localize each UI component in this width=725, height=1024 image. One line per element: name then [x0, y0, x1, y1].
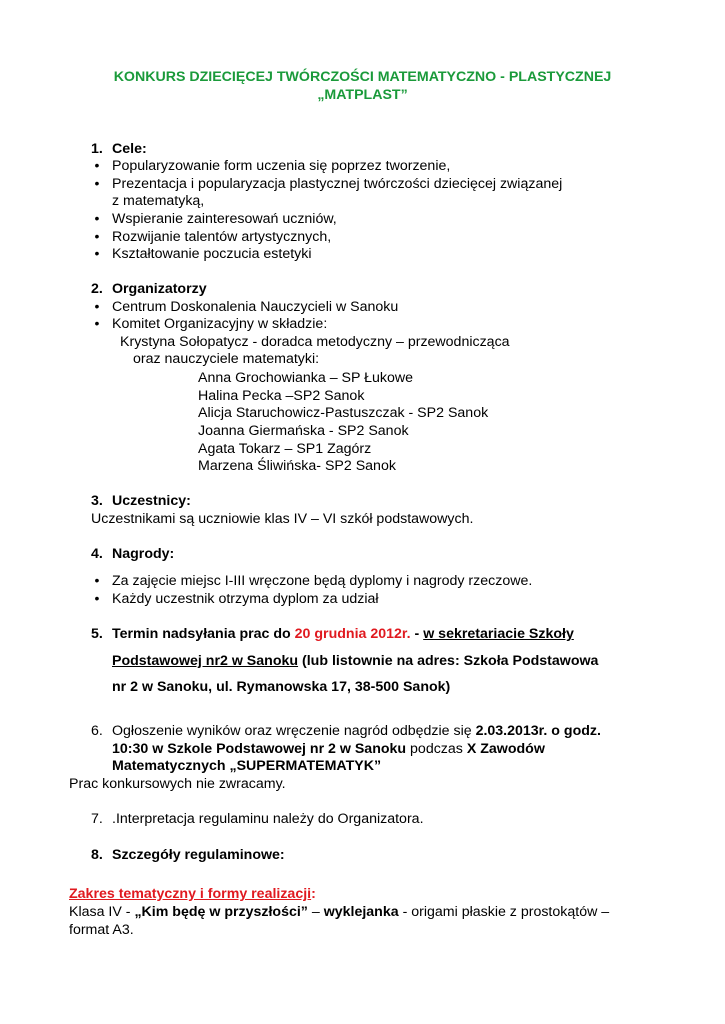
results-time-place: 10:30 w Szkole Podstawowej nr 2 w Sanoku [112, 741, 407, 757]
scope-colon: : [311, 886, 316, 902]
organizer-item: Komitet Organizacyjny w składzie: [112, 316, 328, 332]
deadline-school: Podstawowej nr2 w Sanoku [112, 653, 299, 669]
results-event-name: Matematycznych „SUPERMATEMATYK” [112, 758, 382, 774]
section-3-heading: Uczestnicy: [112, 493, 191, 509]
section-4-heading: Nagrody: [112, 546, 175, 562]
deadline-dash: - [410, 626, 424, 642]
scope-description: - origami płaskie z prostokątów – [398, 904, 610, 920]
teacher-entry: Agata Tokarz – SP1 Zagórz [198, 441, 372, 457]
scope-technique: wyklejanka [323, 904, 399, 920]
results-line-1 [112, 722, 601, 740]
bullet-icon: • [94, 590, 100, 606]
results-text: Ogłoszenie wyników oraz wręczenie nagród odbędzie się [112, 723, 476, 739]
prize-item: Każdy uczestnik otrzyma dyplom za udział [112, 591, 379, 607]
bullet-icon: • [94, 315, 100, 331]
section-2-heading: Organizatorzy [112, 281, 207, 297]
section-1-number: 1. [91, 141, 103, 157]
goal-item-continuation: z matematyką, [112, 193, 205, 209]
deadline-line-2 [112, 652, 598, 670]
deadline-label: Termin nadsyłania prac do [112, 626, 295, 642]
participants-text: Uczestnikami są uczniowie klas IV – VI szkół podstawowych. [91, 511, 474, 527]
section-1-heading: Cele: [112, 141, 147, 157]
bullet-icon: • [94, 245, 100, 261]
bullet-icon: • [94, 298, 100, 314]
bullet-icon: • [94, 228, 100, 244]
scope-line-1 [69, 903, 609, 921]
teacher-entry: Joanna Giermańska - SP2 Sanok [198, 423, 409, 439]
scope-class: Klasa IV - [69, 904, 135, 920]
bullet-icon: • [94, 572, 100, 588]
results-during: podczas [406, 741, 467, 757]
teacher-entry: Alicja Staruchowicz-Pastuszczak - SP2 Sanok [198, 405, 489, 421]
section-6-number: 6. [91, 723, 103, 739]
interpretation-text: .Interpretacja regulaminu należy do Organizatora. [112, 811, 424, 827]
bullet-icon: • [94, 157, 100, 173]
deadline-place: w sekretariacie Szkoły [423, 626, 574, 642]
results-line-2 [112, 740, 545, 758]
deadline-date: 20 grudnia 2012r. [294, 626, 411, 642]
goal-item: Rozwijanie talentów artystycznych, [112, 229, 332, 245]
scope-format: format A3. [69, 922, 134, 938]
committee-chair: Krystyna Sołopatycz - doradca metodyczny – przewodnicząca [120, 334, 510, 350]
title-line-1: KONKURS DZIECIĘCEJ TWÓRCZOŚCI MATEMATYCZNO - PLASTYCZNEJ [113, 69, 612, 85]
section-4-number: 4. [91, 546, 103, 562]
teacher-entry: Marzena Śliwińska- SP2 Sanok [198, 458, 396, 474]
section-5-number: 5. [91, 626, 103, 642]
deadline-address: nr 2 w Sanoku, ul. Rymanowska 17, 38-500 Sanok) [112, 679, 451, 695]
scope-heading: Zakres tematyczny i formy realizacji [69, 886, 312, 902]
section-3-number: 3. [91, 493, 103, 509]
prize-item: Za zajęcie miejsc I-III wręczone będą dyplomy i nagrody rzeczowe. [112, 573, 533, 589]
section-8-number: 8. [91, 847, 103, 863]
goal-item: Wspieranie zainteresowań uczniów, [112, 211, 337, 227]
scope-theme: „Kim będę w przyszłości” [134, 904, 308, 920]
scope-heading-line [69, 885, 316, 903]
teacher-entry: Anna Grochowianka – SP Łukowe [198, 370, 414, 386]
organizer-item: Centrum Doskonalenia Nauczycieli w Sanoku [112, 299, 399, 315]
results-date: 2.03.2013r. o godz. [475, 723, 601, 739]
teachers-intro: oraz nauczyciele matematyki: [133, 351, 320, 367]
results-event: X Zawodów [466, 741, 545, 757]
no-return-note: Prac konkursowych nie zwracamy. [69, 776, 286, 792]
teacher-entry: Halina Pecka –SP2 Sanok [198, 388, 365, 404]
deadline-line-1 [112, 625, 574, 643]
deadline-mail-option: (lub listownie na adres: Szkoła Podstawowa [298, 653, 599, 669]
goal-item: Popularyzowanie form uczenia się poprzez tworzenie, [112, 158, 451, 174]
goal-item: Kształtowanie poczucia estetyki [112, 246, 312, 262]
bullet-icon: • [94, 210, 100, 226]
section-2-number: 2. [91, 281, 103, 297]
goal-item: Prezentacja i popularyzacja plastycznej twórczości dziecięcej związanej [112, 176, 563, 192]
bullet-icon: • [94, 175, 100, 191]
title-line-2: „MATPLAST” [317, 87, 408, 103]
scope-dash: – [307, 904, 324, 920]
section-8-heading: Szczegóły regulaminowe: [112, 847, 285, 863]
section-7-number: 7. [91, 811, 103, 827]
